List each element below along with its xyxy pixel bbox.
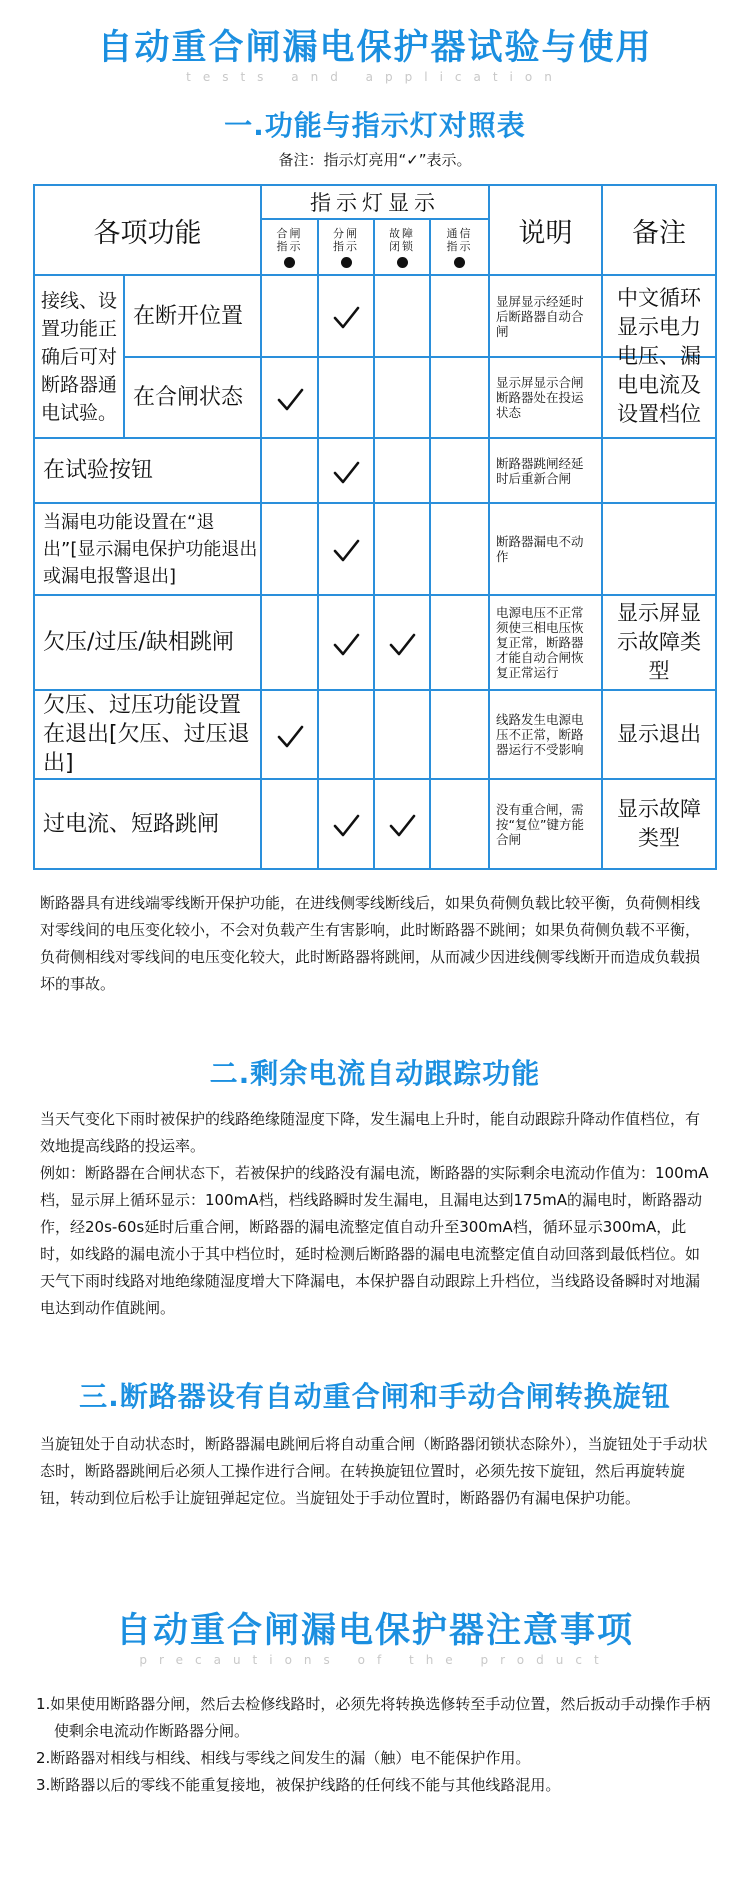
- header-explain: 说明: [518, 217, 573, 249]
- function-indicator-table: [33, 184, 717, 870]
- indicator-dot-icon: [397, 257, 408, 268]
- header-remark: 备注: [632, 217, 686, 249]
- check-icon: [331, 811, 361, 841]
- check-icon: [331, 536, 361, 566]
- section1-paragraph: 断路器具有进线端零线断开保护功能，在进线侧零线断线后，如果负荷侧负载比较平衡，负荷侧相线对零线间的电压变化较小，不会对负载产生有害影响，此时断路器不跳闸；如果负荷侧负载不平衡，负荷侧相线对零线间的电压变化较大，此时断路器将跳闸，从而减少因进线侧零线断开而造成负载损坏的事故。: [40, 894, 701, 993]
- page-title: 自动重合闸漏电保护器试验与使用: [97, 28, 653, 68]
- row-explain-6: 线路发生电源电压不正常，断路器运行不受影响: [496, 712, 584, 757]
- header-indicator: 指示灯显示: [310, 191, 440, 215]
- check-icon: [387, 811, 417, 841]
- indicator-header-label: 通信指示: [446, 226, 473, 253]
- row-function-5: 欠压/过压/缺相跳闸: [43, 630, 234, 655]
- row-function-2: 在合闸状态: [133, 385, 244, 410]
- page-subtitle: tests and application: [186, 70, 564, 84]
- indicator-header-3: [375, 220, 429, 274]
- section2-paragraph2: 例如：断路器在合闸状态下，若被保护的线路没有漏电流，断路器的实际剩余电流动作值为：100mA档，显示屏上循环显示：100mA档，档线路瞬时发生漏电，且漏电达到175mA的漏电时，断路器动作，经20s-60s延时后重合闸，断路器的漏电流整定值自动升至300mA档，循环显示300mA，此时，如线路的漏电流小于其中档位时，延时检测后断路器的漏电电流整定值自动回落到最低档位。如天气下雨时线路对地绝缘随湿度增大下降漏电，本保护器自动跟踪上升档位，当线路设备瞬时对地漏电达到动作值跳闸。: [40, 1164, 709, 1317]
- precautions-title: 自动重合闸漏电保护器注意事项: [115, 1611, 634, 1651]
- precaution-item-2: 2.断路器对相线与相线、相线与零线之间发生的漏（触）电不能保护作用。: [36, 1749, 531, 1767]
- row-function-3: 在试验按钮: [43, 458, 154, 483]
- header-function: 各项功能: [93, 217, 202, 249]
- indicator-header-1: [262, 220, 317, 274]
- precautions-subtitle: precautions of the product: [139, 1653, 611, 1667]
- section3-heading: 三.断路器设有自动重合闸和手动合闸转换旋钮: [79, 1380, 671, 1413]
- check-icon: [331, 303, 361, 333]
- check-icon: [275, 385, 305, 415]
- check-icon: [275, 722, 305, 752]
- section1-note: 备注：指示灯亮用“✓”表示。: [278, 151, 472, 169]
- row-function-1: 在断开位置: [133, 303, 244, 329]
- row-explain-1: 显屏显示经延时后断路器自动合闸: [496, 293, 584, 339]
- precaution-item-3: 3.断路器以后的零线不能重复接地，被保护线路的任何线不能与其他线路混用。: [36, 1776, 561, 1794]
- section2-paragraph1: 当天气变化下雨时被保护的线路绝缘随湿度下降，发生漏电上升时，能自动跟踪升降动作值档位，有效地提高线路的投运率。: [40, 1110, 701, 1155]
- row-remark-6: 显示退出: [617, 722, 701, 746]
- indicator-dot-icon: [284, 257, 295, 268]
- indicator-header-label: 分闸指示: [333, 226, 359, 253]
- indicator-header-label: 故障闭锁: [389, 226, 415, 253]
- precautions-list: [36, 1691, 712, 1799]
- indicator-dot-icon: [454, 257, 465, 268]
- section1-heading: 一.功能与指示灯对照表: [224, 109, 526, 142]
- row-explain-3: 断路器跳闸经延时后重新合闸: [496, 455, 584, 486]
- indicator-dot-icon: [341, 257, 352, 268]
- row-remark-7: 显示故障类型: [617, 797, 701, 850]
- row-function-6: 欠压、过压功能设置在退出[欠压、过压退出]: [43, 693, 250, 776]
- check-icon: [331, 630, 361, 660]
- section2-heading: 二.剩余电流自动跟踪功能: [209, 1057, 541, 1090]
- section2-body: [40, 1106, 710, 1322]
- indicator-header-4: [431, 220, 488, 274]
- row-remark-1: 中文循环显示电力电压、漏电电流及设置档位: [617, 286, 701, 426]
- indicator-header-label: 合闸指示: [276, 226, 303, 253]
- indicator-header-2: [319, 220, 373, 274]
- row-explain-2: 显示屏显示合闸断路器处在投运状态: [496, 375, 584, 420]
- check-icon: [331, 458, 361, 488]
- row-function-7: 过电流、短路跳闸: [43, 811, 220, 837]
- row-explain-4: 断路器漏电不动作: [496, 534, 584, 564]
- precaution-item-1: 1.如果使用断路器分闸，然后去检修线路时，必须先将转换选修转至手动位置，然后扳动手动操作手柄使剩余电流动作断路器分闸。: [36, 1695, 711, 1740]
- row-group-label: 接线、设置功能正确后可对断路器通电试验。: [41, 289, 118, 424]
- row-function-4: 当漏电功能设置在“退出”[显示漏电保护功能退出或漏电报警退出]: [43, 511, 258, 587]
- check-icon: [387, 630, 417, 660]
- row-explain-7: 没有重合闸，需按“复位”键方能合闸: [496, 801, 584, 847]
- row-explain-5: 电源电压不正常须使三相电压恢复正常，断路器才能自动合闸恢复正常运行: [496, 605, 584, 680]
- row-remark-5: 显示屏显示故障类型: [617, 601, 701, 683]
- section3-paragraph: 当旋钮处于自动状态时，断路器漏电跳闸后将自动重合闸（断路器闭锁状态除外），当旋钮处于手动状态时，断路器跳闸后必须人工操作进行合闸。在转换旋钮位置时，必须先按下旋钮，然后再旋转旋钮，转动到位后松手让旋钮弹起定位。当旋钮处于手动位置时，断路器仍有漏电保护功能。: [40, 1435, 708, 1507]
